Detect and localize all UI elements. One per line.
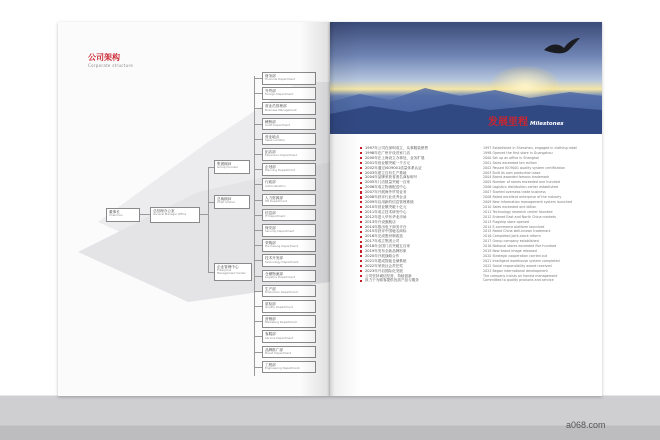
milestone-item: 2006年成立物流配送中心	[360, 185, 476, 190]
connector	[254, 184, 262, 185]
milestone-item: 2020年开展战略合作	[360, 254, 476, 259]
milestone-item: 2020 Strategic cooperation carried out	[483, 253, 548, 258]
milestone-item: 2015 Rated China well-known trademark	[483, 229, 551, 234]
org-leaf-box: 稽核部 Audit Department	[262, 118, 316, 131]
milestone-item: 2002 Passed ISO9001 quality system certification	[483, 165, 565, 170]
bullet-icon	[360, 152, 362, 154]
connector	[254, 245, 262, 246]
milestone-item: 2003年建立自有生产基地	[360, 171, 476, 176]
bullet-icon	[360, 250, 362, 252]
connector	[254, 336, 262, 337]
org-leaf-box: 工程部 Engineering Department	[262, 361, 316, 374]
milestone-item: 2022年荣获社会责任奖	[360, 264, 476, 269]
milestone-item: 2016年完成股份制改造	[360, 234, 476, 239]
milestone-item: 1997 Established in Shenzhen, engaged in clothing retail	[483, 146, 578, 150]
milestone-item: 2021年建成智能仓储系统	[360, 259, 476, 264]
milestone-item: Committed to quality products and service	[483, 278, 554, 283]
milestone-item: 1998 Opened the first store in Guangzhou	[483, 150, 553, 155]
milestone-item: 2017年成立集团公司	[360, 239, 476, 244]
org-leaf-box: 仓储物流部 Logistics Department	[262, 270, 316, 283]
bullet-icon	[360, 265, 362, 267]
org-leaf-box: 行政部 Administration	[262, 178, 316, 191]
org-leaf-box: 客服部 Service Department	[262, 330, 316, 343]
bullet-icon	[360, 280, 362, 282]
milestone-item: 2018 National stores exceeded five hundred	[483, 244, 557, 249]
connector	[254, 124, 262, 125]
milestone-item: 2006 Logistics distribution center established	[483, 185, 559, 190]
connector	[140, 214, 150, 215]
org-leaf-box: 采购部 Purchasing Department	[262, 239, 316, 252]
milestone-list-cn	[360, 146, 476, 283]
connector	[254, 108, 262, 109]
org-branch-box: 集团顾问 Group Counsel	[214, 160, 250, 174]
connector	[254, 169, 262, 170]
milestone-item: 2004 Brand awarded famous trademark	[483, 175, 550, 180]
book-spine-shadow	[300, 22, 360, 396]
milestone-item: 2014 E-commerce platform launched	[483, 224, 545, 229]
bullet-icon	[360, 245, 362, 247]
milestone-item: The company insists on honest management	[483, 273, 558, 278]
bullet-icon	[360, 211, 362, 213]
org-branch-box: 总裁顾问 Chief Advisor	[214, 195, 250, 209]
bullet-icon	[360, 191, 362, 193]
connector	[254, 276, 262, 277]
connector	[254, 291, 262, 292]
milestone-item: 1998年在广州开设首家门店	[360, 151, 476, 156]
right-page	[330, 22, 602, 396]
org-leaf-box: 外贸部 Foreign Department	[262, 87, 316, 100]
milestone-item: 2012 Entered East and North China markets	[483, 214, 556, 219]
connector	[254, 93, 262, 94]
milestone-item: 2015年获评中国驰名商标	[360, 229, 476, 234]
milestone-item: 2018年全国门店突破五百家	[360, 244, 476, 249]
connector	[208, 167, 209, 272]
milestone-item: 2014年推出电子商务平台	[360, 225, 476, 230]
org-leaf-box: 财务部 Financial Department	[262, 72, 316, 85]
connector	[254, 367, 262, 368]
milestone-item: 2013 Flagship store opened	[483, 219, 529, 224]
bullet-icon	[360, 206, 362, 208]
org-leaf-box: 质检部 Quality Department	[262, 300, 316, 313]
milestone-item: 2005年门店数量突破一百家	[360, 180, 476, 185]
milestone-list-en	[478, 146, 594, 283]
milestone-item: 2001年营业额突破一千万元	[360, 161, 476, 166]
milestone-item: 2019年发布全新品牌形象	[360, 249, 476, 254]
connector	[254, 139, 262, 140]
connector	[254, 260, 262, 261]
milestone-item: 致力于为顾客提供优质产品与服务	[360, 278, 476, 283]
milestone-item: 2009 New information management system launched	[483, 199, 572, 204]
bullet-icon	[360, 147, 362, 149]
eagle-icon	[542, 36, 582, 58]
bullet-icon	[360, 196, 362, 198]
page-title: 公司架构	[88, 53, 120, 62]
connector	[200, 214, 208, 215]
milestone-item: 2007 Started overseas trade business	[483, 190, 546, 195]
bullet-icon	[360, 177, 362, 179]
connector	[254, 78, 262, 79]
milestone-item: 公司坚持诚信经营，持续创新	[360, 274, 476, 279]
milestone-item: 2013年开设旗舰店	[360, 220, 476, 225]
page-subtitle: Corporate structure	[88, 63, 134, 68]
connector	[254, 154, 262, 155]
milestone-item: 2017 Group company established	[483, 239, 539, 244]
connector	[254, 306, 262, 307]
bullet-icon	[360, 231, 362, 233]
bullet-icon	[360, 275, 362, 277]
bullet-icon	[360, 182, 362, 184]
org-leaf-box: 营业员管理部 Business Management	[262, 102, 316, 115]
connector	[254, 230, 262, 231]
connector	[254, 76, 255, 376]
org-leaf-box: 品牌推广部 Brand Department	[262, 346, 316, 359]
org-office-box: 总经理办公室 General Manager Office	[150, 207, 200, 223]
milestone-item: 2022 Social responsibility award received	[483, 263, 552, 268]
milestone-item: 2002年通过ISO9001质量体系认证	[360, 166, 476, 171]
connector	[254, 321, 262, 322]
milestone-item: 1997年公司在深圳成立，从事服装销售	[360, 146, 476, 151]
milestone-item: 2001 Sales exceeded ten million	[483, 160, 537, 165]
org-leaf-box: 企划部 Planning Department	[262, 163, 316, 176]
milestone-item: 2009年启用新的信息管理系统	[360, 200, 476, 205]
org-leaf-box: 拓店部 Expansion Department	[262, 148, 316, 161]
bullet-icon	[360, 187, 362, 189]
connector	[254, 215, 262, 216]
milestone-item: 2010年营业额突破十亿元	[360, 205, 476, 210]
milestone-item: 2021 Intelligent warehouse system completed	[483, 258, 560, 263]
milestone-item: 2011年成立技术研发中心	[360, 210, 476, 215]
milestone-item: 2012年进入华东华北市场	[360, 215, 476, 220]
milestone-item: 2008 Rated excellent enterprise of the industry	[483, 195, 562, 200]
bullet-icon	[360, 216, 362, 218]
milestone-item: 2019 New brand image released	[483, 249, 537, 254]
watermark: a068.com	[566, 420, 606, 430]
bullet-icon	[360, 270, 362, 272]
milestone-item: 2005 Number of stores exceeded one hundred	[483, 180, 561, 185]
bullet-icon	[360, 172, 362, 174]
bullet-icon	[360, 167, 362, 169]
org-leaf-box: 技术开发部 Technology Department	[262, 254, 316, 267]
bullet-icon	[360, 260, 362, 262]
bullet-icon	[360, 221, 362, 223]
milestone-item: 2000年在上海设立办事处，业务扩展	[360, 156, 476, 161]
org-leaf-box: 保安部 Security Department	[262, 224, 316, 237]
bullet-icon	[360, 241, 362, 243]
org-branch-box: 企业管理中心 Enterprise Management Center	[214, 263, 252, 281]
bullet-icon	[360, 226, 362, 228]
section-heading: 发展里程 Milestones	[488, 117, 564, 128]
bullet-icon	[360, 157, 362, 159]
bullet-icon	[360, 162, 362, 164]
org-leaf-box: 生产部 Production Department	[262, 285, 316, 298]
left-page	[58, 22, 330, 396]
milestone-item: 2023年开启国际化发展	[360, 269, 476, 274]
milestone-item: 2008年获评行业优秀企业	[360, 195, 476, 200]
bullet-icon	[360, 255, 362, 257]
milestone-item: 2004年品牌荣获省著名商标称号	[360, 175, 476, 180]
milestone-item: 2007年开展海外贸易业务	[360, 190, 476, 195]
bullet-icon	[360, 236, 362, 238]
milestone-item: 2000 Set up an office in Shanghai	[483, 155, 539, 160]
connector	[254, 352, 262, 353]
bullet-icon	[360, 201, 362, 203]
milestone-item: 2011 Technology research center founded	[483, 209, 553, 214]
milestone-item: 2016 Completed joint-stock reform	[483, 234, 541, 239]
org-leaf-box: 人力资源部 HR Department	[262, 194, 316, 207]
connector	[254, 200, 262, 201]
org-leaf-box: 信息部 IT Department	[262, 209, 316, 222]
org-leaf-box: 营销部 Marketing Department	[262, 315, 316, 328]
milestone-item: 2003 Built its own production base	[483, 170, 541, 175]
org-root-box: 董事长 Chairman	[106, 208, 140, 222]
org-leaf-box: 营业地点 Sales Location	[262, 133, 316, 146]
milestone-item: 2010 Sales exceeded one billion	[483, 204, 537, 209]
milestone-item: 2023 Began international development	[483, 268, 548, 273]
